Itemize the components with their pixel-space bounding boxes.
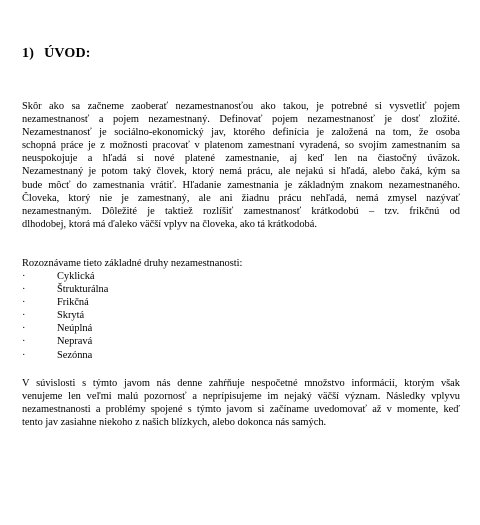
list-item-label: Nepravá — [57, 336, 93, 348]
paragraph-line: nezamestnaným. Dôležité je taktiež rozlíšiť zamestnanosť krátkodobú – tzv. frikčnú od — [22, 205, 460, 217]
list-item-label: Cyklická — [57, 271, 95, 282]
closing-paragraph — [22, 377, 460, 429]
bullet-icon: · — [22, 323, 26, 335]
paragraph-line: schopná práce je z možnosti pracovať v platenom zamestnaní vyradená, so svojím zamestnaním sa — [22, 140, 460, 152]
section-number: 1) — [22, 46, 35, 61]
bullet-icon: · — [22, 336, 26, 348]
bullet-icon: · — [22, 271, 26, 282]
section-heading — [22, 46, 91, 62]
list-item-label: Neúplná — [57, 323, 93, 335]
list-item-label: Frikčná — [57, 297, 89, 309]
bullet-icon: · — [22, 297, 26, 309]
paragraph-line: nezamestnanosti a problémy spojené s týmto javom si začíname uvedomovať až v momente, keď — [22, 404, 460, 416]
paragraph-line: neuspokojuje a hľadá si nové platené zamestnanie, aj keď len na čiastočný úväzok. — [22, 153, 460, 165]
paragraph-line: Človeka, ktorý nie je zamestnaný, ale ani žiadnu prácu nehľadá, nemá zmysel nazývať — [22, 192, 460, 204]
bullet-icon: · — [22, 349, 26, 361]
paragraph-line: dlhodobej, ktorá má ďaleko väčší vplyv na človeka, ako tá krátkodobá. — [22, 218, 317, 230]
paragraph-line: Nezamestnaný je potom taký človek, ktorý nemá prácu, ale nejakú si hľadá, alebo čaká, kým sa — [22, 166, 460, 178]
bullet-icon: · — [22, 310, 26, 322]
paragraph-line: bude môcť do zamestnania vrátiť. Hľadanie zamestnania je základným znakom nezamestnaného. — [22, 179, 460, 191]
paragraph-line: V súvislosti s týmto javom nás denne zahŕňuje nespočetné množstvo informácií, ktorým však — [22, 378, 460, 389]
list-item-label: Skrytá — [57, 310, 85, 322]
bullet-icon: · — [22, 284, 26, 296]
section-title: ÚVOD: — [44, 46, 91, 61]
list-item-label: Sezónna — [57, 349, 93, 361]
paragraph-line: Skôr ako sa začneme zaoberať nezamestnanosťou ako takou, je potrebné si vysvetliť pojem — [22, 101, 460, 112]
list-intro: Rozoznávame tieto základné druhy nezamestnanosti: — [22, 258, 243, 269]
list-item-label: Štrukturálna — [57, 284, 109, 296]
paragraph-line: tento jav zasiahne niekoho z našich blízkych, alebo dokonca nás samých. — [22, 417, 327, 429]
paragraph-line: nezamestnanosť a pojem nezamestnaný. Definovať pojem nezamestnanosť je dosť zložité. — [22, 114, 460, 126]
paragraph-line: Nezamestnanosť je sociálno-ekonomický jav, ktorého definícia je založená na tom, že osoba — [22, 127, 460, 139]
intro-paragraph — [22, 100, 460, 231]
paragraph-line: venujeme len veľmi malú pozornosť a neprípisujeme im nejaký väčší význam. Následky vplyvu — [22, 391, 460, 403]
